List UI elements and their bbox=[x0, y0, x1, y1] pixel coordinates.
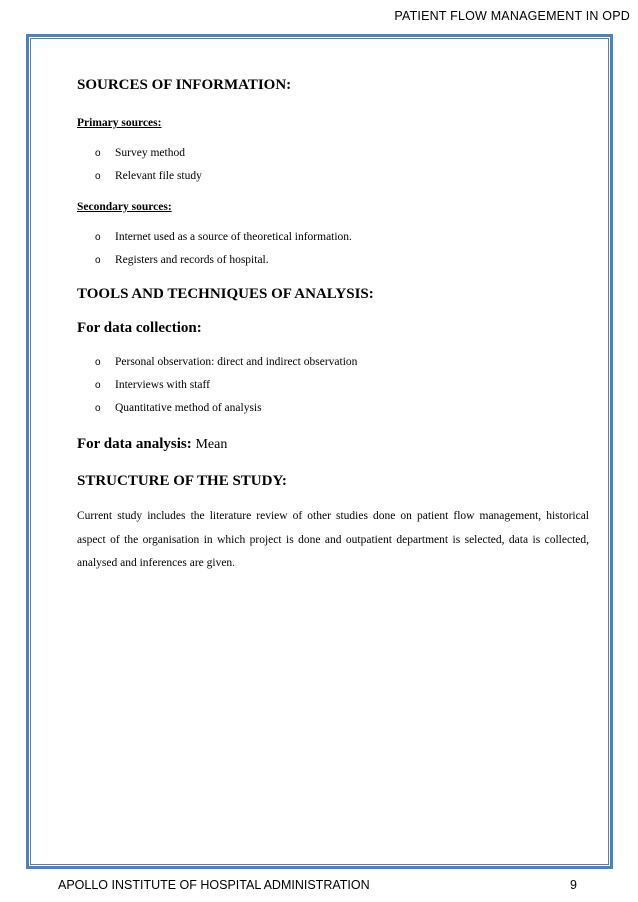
tools-and-techniques-heading: TOOLS AND TECHNIQUES OF ANALYSIS: bbox=[77, 286, 374, 302]
data-analysis-method: Mean bbox=[195, 437, 228, 452]
footer-institute-name: APOLLO INSTITUTE OF HOSPITAL ADMINISTRATION bbox=[58, 878, 370, 892]
list-item: o Internet used as a source of theoretical information. bbox=[95, 226, 589, 249]
secondary-sources-heading: Secondary sources: bbox=[77, 201, 172, 213]
list-item: o Interviews with staff bbox=[95, 374, 589, 397]
data-collection-list bbox=[77, 351, 589, 420]
bullet-marker: o bbox=[95, 255, 101, 266]
bullet-marker: o bbox=[95, 171, 101, 182]
sources-of-information-heading: SOURCES OF INFORMATION: bbox=[77, 77, 292, 93]
list-item: o Relevant file study bbox=[95, 165, 589, 188]
page-footer bbox=[58, 878, 577, 892]
list-item: o Survey method bbox=[95, 142, 589, 165]
structure-of-study-heading: STRUCTURE OF THE STUDY: bbox=[77, 473, 287, 489]
list-item: o Quantitative method of analysis bbox=[95, 397, 589, 420]
data-collection-heading: For data collection: bbox=[77, 320, 202, 336]
secondary-sources-list bbox=[77, 226, 589, 272]
data-analysis-heading: For data analysis: Mean bbox=[77, 436, 228, 452]
list-item: o Personal observation: direct and indirect observation bbox=[95, 351, 589, 374]
bullet-marker: o bbox=[95, 148, 101, 159]
page-number: 9 bbox=[570, 878, 577, 892]
document-content bbox=[77, 76, 589, 576]
structure-paragraph: Current study includes the literature review of other studies done on patient flow management, historical aspect of the organisation in which project is done and outpatient department is selected, data is collected, analysed and inferences are given. bbox=[77, 510, 589, 569]
bullet-marker: o bbox=[95, 403, 101, 414]
bullet-marker: o bbox=[95, 232, 101, 243]
primary-sources-heading: Primary sources: bbox=[77, 117, 162, 129]
running-header-title: PATIENT FLOW MANAGEMENT IN OPD bbox=[394, 9, 630, 23]
primary-sources-list bbox=[77, 142, 589, 188]
bullet-marker: o bbox=[95, 380, 101, 391]
bullet-marker: o bbox=[95, 357, 101, 368]
list-item: o Registers and records of hospital. bbox=[95, 249, 589, 272]
